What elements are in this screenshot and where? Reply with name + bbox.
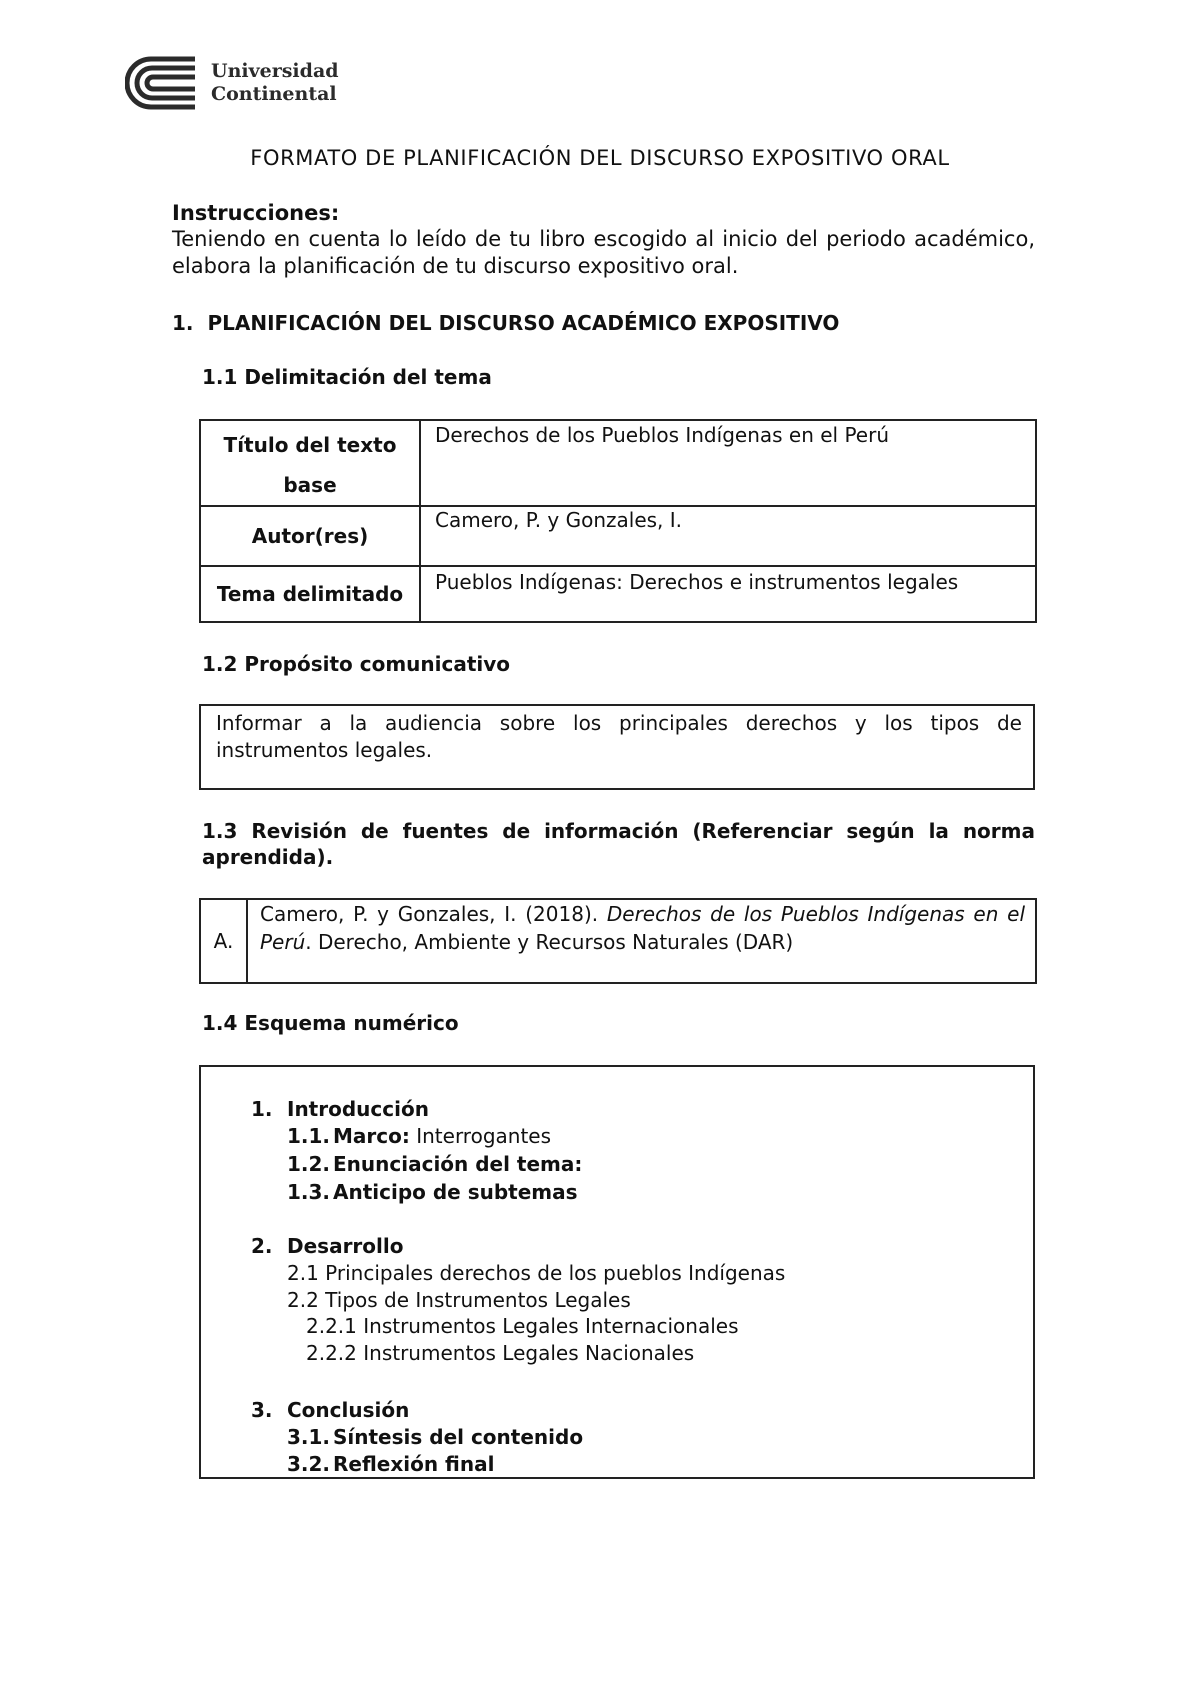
heading-1-1: 1.1 Delimitación del tema (202, 365, 492, 389)
label-topic: Tema delimitado (200, 566, 420, 622)
scheme-conclusion: 3. Conclusión (251, 1398, 410, 1422)
label-title-base: Título del texto base (200, 420, 420, 506)
purpose-box (199, 704, 1035, 790)
references-table (199, 898, 1037, 984)
topic-delimitation-table (199, 419, 1037, 623)
university-logo (125, 55, 339, 111)
continental-logo-icon (125, 55, 197, 111)
instructions-text: Teniendo en cuenta lo leído de tu libro escogido al inicio del periodo académico, elabora la planificación de tu discurso expositivo oral. (172, 227, 1035, 278)
reference-letter: A. (200, 899, 247, 983)
section-1-heading (172, 311, 839, 335)
heading-1-4: 1.4 Esquema numérico (202, 1011, 459, 1035)
purpose-text: Informar a la audiencia sobre los principales derechos y los tipos de instrumentos legales. (216, 711, 1022, 762)
scheme-item-2-2-1: 2.2.1 Instrumentos Legales Internacionales (306, 1314, 739, 1338)
document-title: FORMATO DE PLANIFICACIÓN DEL DISCURSO EXPOSITIVO ORAL (250, 146, 950, 170)
table-row (200, 420, 1036, 506)
scheme-intro: 1. Introducción (251, 1097, 429, 1121)
table-row (200, 566, 1036, 622)
scheme-item-2-2: 2.2 Tipos de Instrumentos Legales (287, 1288, 631, 1312)
table-row (200, 506, 1036, 566)
scheme-item-1-2: 1.2. Enunciación del tema: (287, 1152, 583, 1176)
scheme-item-3-2: 3.2. Reflexión final (287, 1452, 495, 1476)
numeric-scheme-box (199, 1065, 1035, 1479)
table-row (200, 899, 1036, 983)
label-authors: Autor(res) (200, 506, 420, 566)
scheme-item-1-1: 1.1. Marco: Interrogantes (287, 1124, 552, 1148)
scheme-development: 2. Desarrollo (251, 1234, 404, 1258)
scheme-item-3-1: 3.1. Síntesis del contenido (287, 1425, 584, 1449)
reference-entry (247, 899, 1036, 983)
value-topic: Pueblos Indígenas: Derechos e instrumentos legales (420, 566, 1036, 622)
scheme-item-2-2-2: 2.2.2 Instrumentos Legales Nacionales (306, 1341, 695, 1365)
value-title-base: Derechos de los Pueblos Indígenas en el Perú (420, 420, 1036, 506)
section-1-title: PLANIFICACIÓN DEL DISCURSO ACADÉMICO EXPOSITIVO (207, 311, 840, 335)
value-authors: Camero, P. y Gonzales, I. (420, 506, 1036, 566)
scheme-item-2-1: 2.1 Principales derechos de los pueblos Indígenas (287, 1261, 786, 1285)
logo-line-2: Continental (211, 83, 337, 105)
section-1-number: 1. (172, 311, 194, 335)
heading-1-3: 1.3 Revisión de fuentes de información (Referenciar según la norma aprendida). (202, 819, 1035, 869)
instructions-label: Instrucciones: (172, 201, 340, 225)
reference-publisher: . Derecho, Ambiente y Recursos Naturales (DAR) (305, 930, 794, 954)
heading-1-2: 1.2 Propósito comunicativo (202, 652, 511, 676)
reference-title: Derechos de los Pueblos Indígenas en el Perú (260, 902, 1026, 954)
reference-authors: Camero, P. y Gonzales, I. (2018). (260, 902, 599, 926)
logo-line-1: Universidad (211, 60, 339, 82)
scheme-item-1-3: 1.3. Anticipo de subtemas (287, 1180, 578, 1204)
